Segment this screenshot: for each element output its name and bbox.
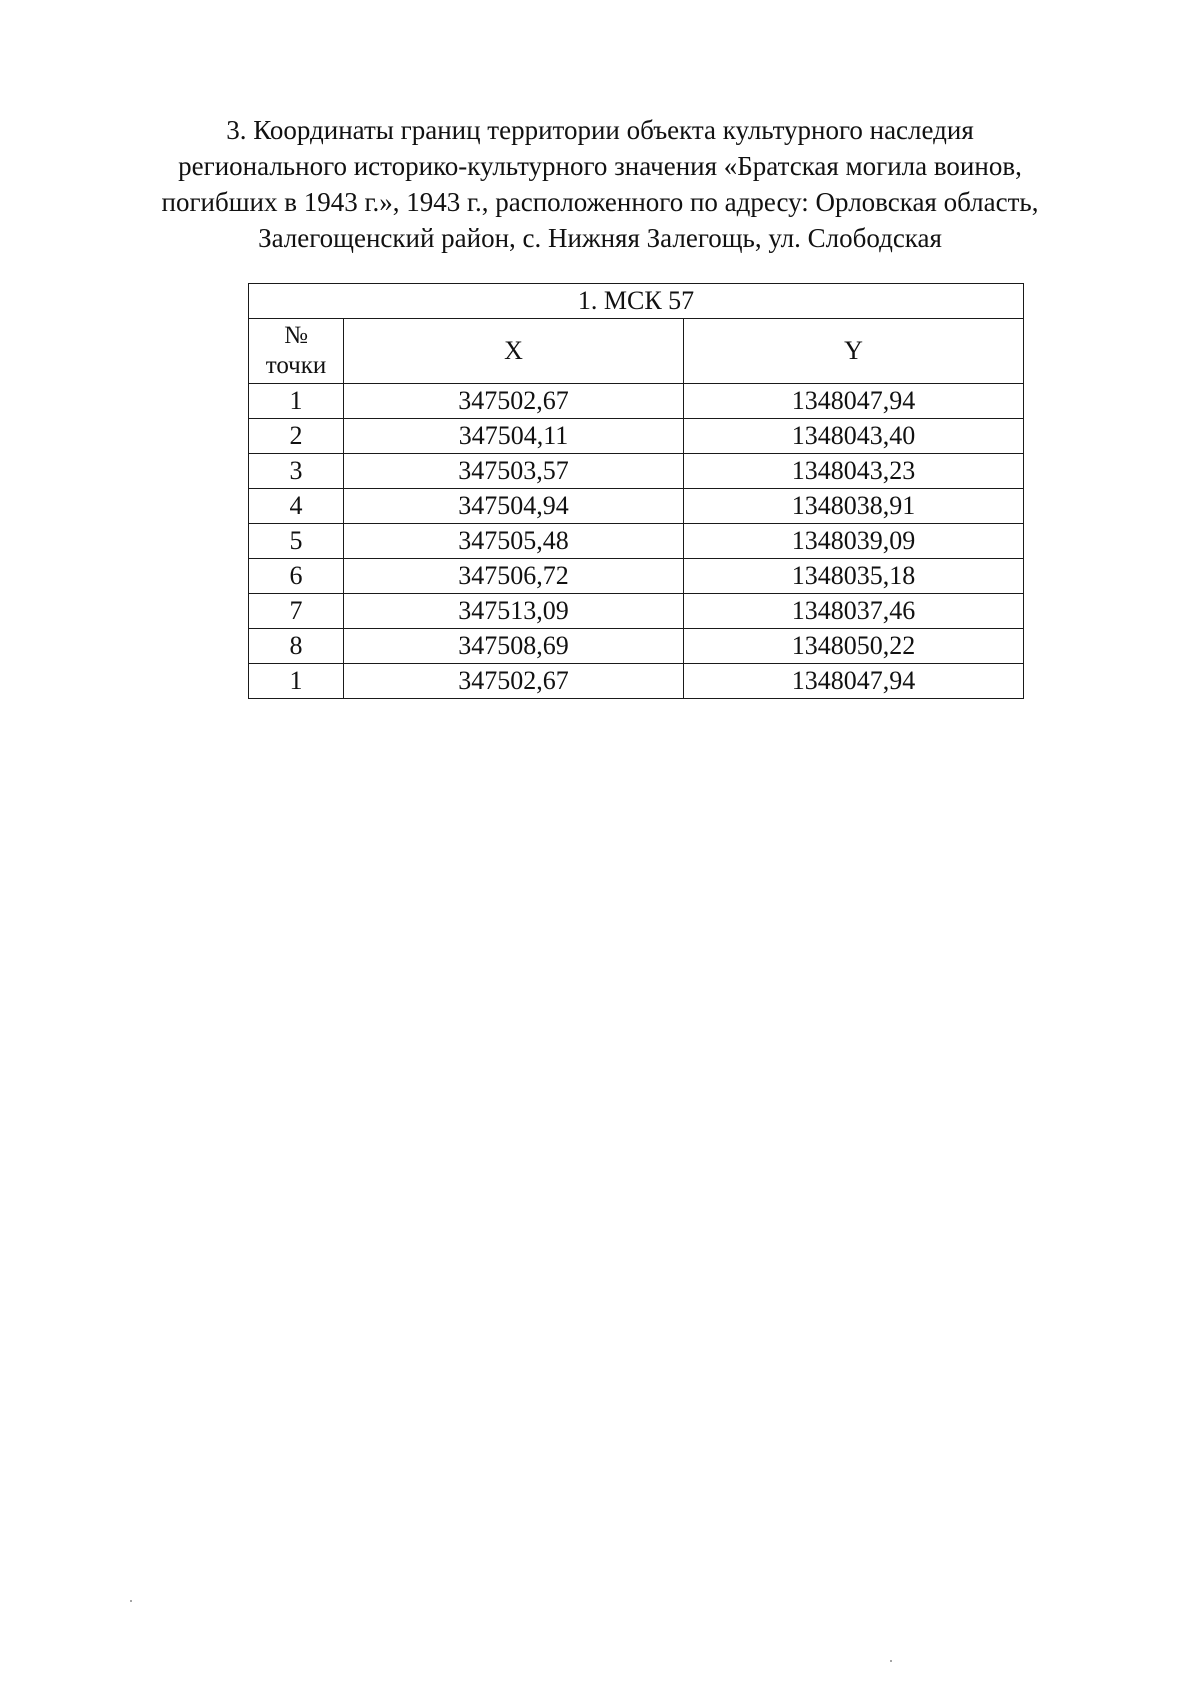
point-number-cell: 8 <box>249 629 344 664</box>
point-number-cell: 7 <box>249 594 344 629</box>
point-number-cell: 3 <box>249 454 344 489</box>
heading-line-3: погибших в 1943 г.», 1943 г., расположенного по адресу: Орловская область, <box>161 187 1039 217</box>
table-row <box>249 664 1024 699</box>
point-number-cell: 1 <box>249 384 344 419</box>
y-coordinate-cell: 1348050,22 <box>684 629 1024 664</box>
y-coordinate-cell: 1348035,18 <box>684 559 1024 594</box>
point-number-cell: 6 <box>249 559 344 594</box>
y-header: Y <box>684 319 1024 384</box>
y-coordinate-cell: 1348039,09 <box>684 524 1024 559</box>
table-row <box>249 559 1024 594</box>
point-number-header-symbol: № <box>284 322 308 349</box>
table-row <box>249 384 1024 419</box>
table-row <box>249 524 1024 559</box>
heading-line-1: 3. Координаты границ территории объекта культурного наследия <box>226 115 974 145</box>
coordinates-table <box>248 283 1024 699</box>
scan-speck <box>890 1660 892 1662</box>
point-number-cell: 2 <box>249 419 344 454</box>
x-coordinate-cell: 347502,67 <box>344 664 684 699</box>
y-coordinate-cell: 1348043,23 <box>684 454 1024 489</box>
x-coordinate-cell: 347506,72 <box>344 559 684 594</box>
table-row <box>249 594 1024 629</box>
x-coordinate-cell: 347502,67 <box>344 384 684 419</box>
point-number-cell: 1 <box>249 664 344 699</box>
y-coordinate-cell: 1348047,94 <box>684 384 1024 419</box>
table-row <box>249 629 1024 664</box>
heading-line-4: Залегощенский район, с. Нижняя Залегощь, ул. Слободская <box>258 223 942 253</box>
table-row <box>249 489 1024 524</box>
point-number-header-word: точки <box>265 352 327 379</box>
x-coordinate-cell: 347505,48 <box>344 524 684 559</box>
scan-speck <box>130 1600 132 1602</box>
y-coordinate-cell: 1348038,91 <box>684 489 1024 524</box>
table-row <box>249 454 1024 489</box>
y-coordinate-cell: 1348037,46 <box>684 594 1024 629</box>
heading-line-2: регионального историко-культурного значения «Братская могила воинов, <box>178 151 1022 181</box>
x-coordinate-cell: 347508,69 <box>344 629 684 664</box>
x-coordinate-cell: 347513,09 <box>344 594 684 629</box>
point-number-cell: 5 <box>249 524 344 559</box>
x-coordinate-cell: 347504,94 <box>344 489 684 524</box>
document-heading <box>100 112 1100 256</box>
y-coordinate-cell: 1348043,40 <box>684 419 1024 454</box>
x-header: X <box>344 319 684 384</box>
x-coordinate-cell: 347504,11 <box>344 419 684 454</box>
y-coordinate-cell: 1348047,94 <box>684 664 1024 699</box>
point-number-header <box>249 319 344 384</box>
point-number-cell: 4 <box>249 489 344 524</box>
x-coordinate-cell: 347503,57 <box>344 454 684 489</box>
table-row <box>249 419 1024 454</box>
table-caption: 1. МСК 57 <box>249 284 1024 319</box>
